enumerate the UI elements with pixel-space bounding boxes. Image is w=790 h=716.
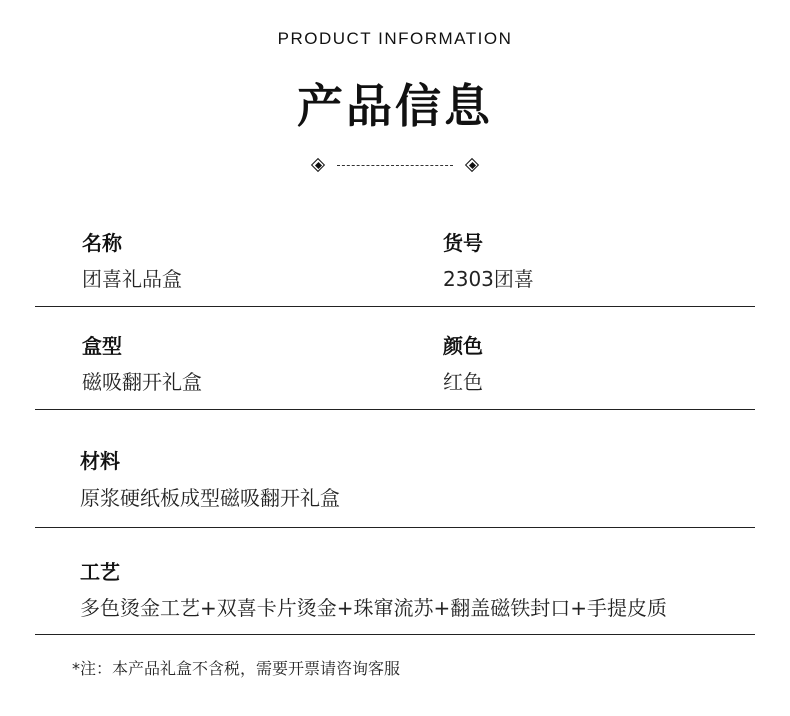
box-type-label: 盒型 [82,334,122,358]
material-label: 材料 [80,449,120,473]
spec-row-name-itemno [35,206,755,307]
item-no-label: 货号 [443,231,483,255]
english-subtitle: PRODUCT INFORMATION [277,29,513,48]
diamond-ornament-icon [312,159,324,171]
color-label: 颜色 [443,334,483,358]
decorative-divider [0,154,790,176]
name-value: 团喜礼品盒 [82,267,182,291]
spec-row-craft [35,528,755,635]
box-type-value: 磁吸翻开礼盒 [82,370,202,394]
craft-label: 工艺 [80,560,120,584]
page-title: 产品信息 [297,79,493,133]
dashed-line [337,165,453,166]
craft-value: 多色烫金工艺+双喜卡片烫金+珠窜流苏+翻盖磁铁封口+手提皮质 [80,596,668,620]
tax-footnote: *注：本产品礼盒不含税，需要开票请咨询客服 [72,659,401,678]
color-value: 红色 [443,370,483,394]
material-value: 原浆硬纸板成型磁吸翻开礼盒 [80,486,340,510]
diamond-ornament-icon [466,159,478,171]
spec-row-boxtype-color [35,307,755,410]
name-label: 名称 [82,231,122,255]
spec-row-material [35,410,755,528]
item-no-value: 2303团喜 [443,267,534,291]
